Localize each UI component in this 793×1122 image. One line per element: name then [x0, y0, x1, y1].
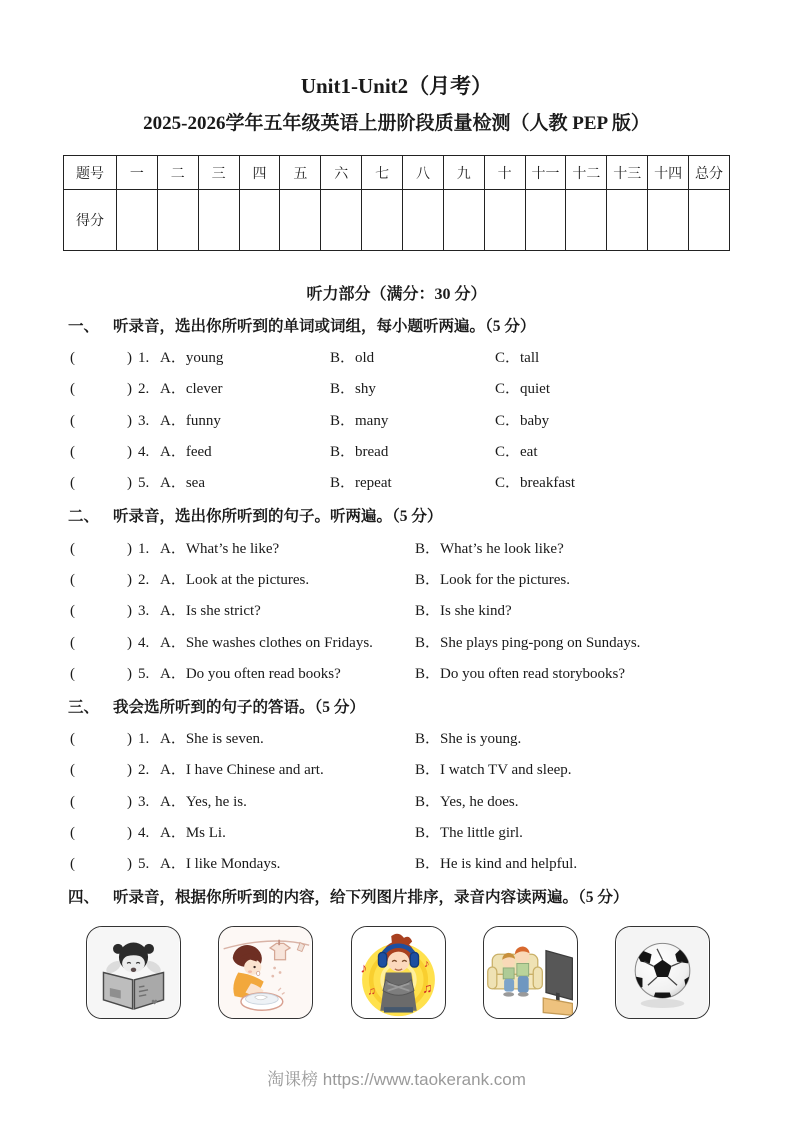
option-a-text: She washes clothes on Fridays.	[185, 634, 373, 651]
children-watching-tv-image	[484, 927, 577, 1018]
question-row	[0, 594, 793, 625]
question-number: 1.	[138, 731, 150, 748]
answer-bracket: ( )	[70, 665, 132, 682]
boy-listening-to-music-image	[352, 927, 445, 1018]
option-b-text: Is she kind?	[440, 603, 512, 620]
question-number: 5.	[138, 856, 150, 873]
section-1-number: 一、	[68, 318, 100, 335]
score-header-cell: 九	[443, 156, 484, 190]
picture-card-5	[615, 926, 710, 1019]
answer-bracket: ( )	[70, 412, 132, 429]
score-header-cell: 二	[157, 156, 198, 190]
option-a-text: Yes, he is.	[185, 793, 247, 810]
option-a-text: She is seven.	[185, 731, 264, 748]
score-blank-cell	[198, 190, 239, 251]
question-number: 2.	[138, 571, 150, 588]
answer-bracket: ( )	[70, 856, 132, 873]
score-table-corner-label: 题号	[64, 156, 117, 190]
option-a-text: Is she strict?	[185, 603, 261, 620]
option-a-text: Ms Li.	[185, 825, 226, 841]
score-table-header-row	[64, 156, 730, 190]
question-number: 4.	[138, 825, 150, 841]
section-2-instruction: 听录音，选出你所听到的句子。听两遍。（5 分）	[113, 508, 443, 526]
option-b-text: repeat	[355, 475, 392, 492]
option-a-label: A．	[160, 571, 186, 588]
score-header-cell: 十二	[566, 156, 607, 190]
score-blank-cell	[403, 190, 444, 251]
option-b-text: The little girl.	[440, 825, 523, 841]
section-4-number: 四、	[68, 889, 100, 907]
question-number: 1.	[138, 350, 150, 367]
score-blank-cell	[484, 190, 525, 251]
footer-watermark: 淘课榜 https://www.taokerank.com	[267, 1070, 526, 1089]
question-number: 1.	[138, 540, 150, 557]
question-number: 2.	[138, 762, 150, 779]
option-b-label: B．	[415, 634, 441, 651]
score-blank-cell	[239, 190, 280, 251]
score-header-cell: 八	[403, 156, 444, 190]
option-a-label: A．	[160, 825, 186, 841]
option-a-label: A．	[160, 793, 186, 810]
option-a-label: A．	[160, 350, 186, 367]
answer-bracket: ( )	[70, 731, 132, 748]
score-header-cell: 五	[280, 156, 321, 190]
score-header-cell: 一	[117, 156, 158, 190]
section-4-instruction: 听录音，根据你所听到的内容，给下列图片排序，录音内容读两遍。（5 分）	[113, 889, 629, 907]
question-number: 3.	[138, 603, 150, 620]
option-b-label: B．	[415, 793, 441, 810]
option-b-label: B．	[415, 731, 441, 748]
answer-bracket: ( )	[70, 793, 132, 810]
score-blank-cell	[443, 190, 484, 251]
picture-card-4	[483, 926, 578, 1019]
option-b-text: old	[355, 350, 375, 367]
boy-washing-clothes-image	[219, 927, 312, 1018]
score-blank-cell	[157, 190, 198, 251]
option-a-label: A．	[160, 665, 186, 682]
question-number: 3.	[138, 793, 150, 810]
score-blank-cell	[648, 190, 689, 251]
option-a-label: A．	[160, 731, 186, 748]
score-table	[63, 155, 730, 251]
score-header-cell: 十一	[525, 156, 566, 190]
football-image	[616, 927, 709, 1018]
score-header-cell: 十四	[648, 156, 689, 190]
option-b-text: bread	[355, 444, 389, 461]
svg-text:♫: ♫	[367, 985, 376, 998]
option-c-text: breakfast	[520, 475, 575, 492]
score-table-score-row	[64, 190, 730, 251]
option-b-label: B．	[415, 540, 441, 557]
question-row	[0, 722, 793, 753]
option-a-text: Do you often read books?	[185, 665, 341, 682]
section-2-heading	[0, 499, 793, 531]
option-a-text: I like Mondays.	[185, 856, 281, 873]
answer-bracket: ( )	[70, 444, 132, 461]
score-blank-cell	[280, 190, 321, 251]
section-2-number: 二、	[68, 508, 100, 526]
question-row	[0, 341, 793, 372]
option-b-text: Yes, he does.	[440, 793, 519, 810]
option-a-text: feed	[185, 444, 212, 461]
option-a-label: A．	[160, 762, 186, 779]
option-b-text: She is young.	[440, 731, 522, 748]
score-header-cell: 十	[484, 156, 525, 190]
score-header-cell: 十三	[607, 156, 648, 190]
picture-card-1	[86, 926, 181, 1019]
svg-text:♪: ♪	[423, 958, 429, 971]
option-b-label: B．	[330, 350, 356, 367]
option-b-label: B．	[415, 571, 441, 588]
answer-bracket: ( )	[70, 762, 132, 779]
listening-part-title: 听力部分（满分：30 分）	[306, 286, 487, 303]
answer-bracket: ( )	[70, 571, 132, 588]
option-b-label: B．	[415, 825, 441, 841]
option-c-text: quiet	[520, 381, 551, 398]
option-a-text: sea	[185, 475, 205, 492]
question-row	[0, 372, 793, 403]
answer-bracket: ( )	[70, 825, 132, 841]
option-b-label: B．	[330, 381, 356, 398]
question-row	[0, 847, 793, 878]
option-a-text: clever	[185, 381, 223, 398]
question-number: 2.	[138, 381, 150, 398]
score-blank-cell	[321, 190, 362, 251]
option-a-label: A．	[160, 444, 186, 461]
option-a-label: A．	[160, 381, 186, 398]
option-c-text: tall	[520, 350, 540, 367]
option-a-label: A．	[160, 540, 186, 557]
answer-bracket: ( )	[70, 634, 132, 651]
picture-card-3	[351, 926, 446, 1019]
svg-text:♫: ♫	[421, 980, 432, 996]
answer-bracket: ( )	[70, 603, 132, 620]
option-a-label: A．	[160, 856, 186, 873]
option-a-text: funny	[185, 412, 221, 429]
option-a-text: young	[185, 350, 224, 367]
option-c-text: eat	[520, 444, 538, 461]
page-title: Unit1-Unit2（月考）	[300, 74, 493, 98]
option-c-label: C．	[495, 412, 521, 429]
score-blank-cell	[117, 190, 158, 251]
option-b-text: I watch TV and sleep.	[440, 762, 572, 779]
question-number: 4.	[138, 634, 150, 651]
page-subtitle: 2025-2026学年五年级英语上册阶段质量检测（人教 PEP 版）	[143, 113, 650, 134]
option-a-label: A．	[160, 634, 186, 651]
section-3-heading	[0, 690, 793, 722]
question-row	[0, 785, 793, 816]
option-c-text: baby	[520, 412, 550, 429]
question-number: 5.	[138, 475, 150, 492]
question-row	[0, 466, 793, 497]
question-row	[0, 816, 793, 847]
option-a-label: A．	[160, 475, 186, 492]
option-a-label: A．	[160, 412, 186, 429]
option-c-label: C．	[495, 444, 521, 461]
question-number: 5.	[138, 665, 150, 682]
section-1-heading	[0, 309, 793, 341]
option-b-text: She plays ping-pong on Sundays.	[440, 634, 641, 651]
option-a-label: A．	[160, 603, 186, 620]
score-blank-cell	[689, 190, 730, 251]
answer-bracket: ( )	[70, 540, 132, 557]
option-a-text: I have Chinese and art.	[185, 762, 324, 779]
section-3-instruction: 我会选所听到的句子的答语。（5 分）	[113, 698, 365, 716]
option-c-label: C．	[495, 381, 521, 398]
svg-text:♪: ♪	[359, 960, 367, 976]
score-header-cell: 六	[321, 156, 362, 190]
score-header-cell: 七	[362, 156, 403, 190]
option-b-label: B．	[415, 856, 441, 873]
girl-reading-storybook-image	[87, 927, 180, 1018]
option-b-text: Do you often read storybooks?	[440, 665, 625, 682]
score-header-cell: 四	[239, 156, 280, 190]
score-table-row-label: 得分	[64, 190, 117, 251]
score-blank-cell	[362, 190, 403, 251]
option-b-text: many	[355, 412, 389, 429]
option-b-text: Look for the pictures.	[440, 571, 570, 588]
option-a-text: Look at the pictures.	[185, 571, 310, 588]
score-header-cell: 三	[198, 156, 239, 190]
question-number: 3.	[138, 412, 150, 429]
option-b-label: B．	[415, 665, 441, 682]
option-a-text: What’s he like?	[185, 540, 280, 557]
section-4-heading	[0, 880, 793, 912]
answer-bracket: ( )	[70, 350, 132, 367]
score-header-cell: 总分	[689, 156, 730, 190]
question-row	[0, 435, 793, 466]
section-3-number: 三、	[68, 698, 100, 716]
question-row	[0, 404, 793, 435]
option-b-label: B．	[330, 412, 356, 429]
answer-bracket: ( )	[70, 381, 132, 398]
score-blank-cell	[607, 190, 648, 251]
section-1-instruction: 听录音，选出你所听到的单词或词组，每小题听两遍。（5 分）	[113, 318, 536, 335]
option-b-label: B．	[415, 603, 441, 620]
picture-sequence-row	[86, 926, 710, 1019]
option-b-text: What’s he look like?	[440, 540, 564, 557]
question-row	[0, 563, 793, 594]
score-blank-cell	[566, 190, 607, 251]
answer-bracket: ( )	[70, 475, 132, 492]
option-c-label: C．	[495, 475, 521, 492]
picture-card-2	[218, 926, 313, 1019]
option-b-label: B．	[415, 762, 441, 779]
score-blank-cell	[525, 190, 566, 251]
option-b-label: B．	[330, 444, 356, 461]
option-b-text: shy	[355, 381, 376, 398]
question-row	[0, 531, 793, 562]
option-c-label: C．	[495, 350, 521, 367]
option-b-text: He is kind and helpful.	[440, 856, 578, 873]
option-b-label: B．	[330, 475, 356, 492]
question-row	[0, 657, 793, 688]
question-number: 4.	[138, 444, 150, 461]
question-row	[0, 625, 793, 656]
question-row	[0, 753, 793, 784]
